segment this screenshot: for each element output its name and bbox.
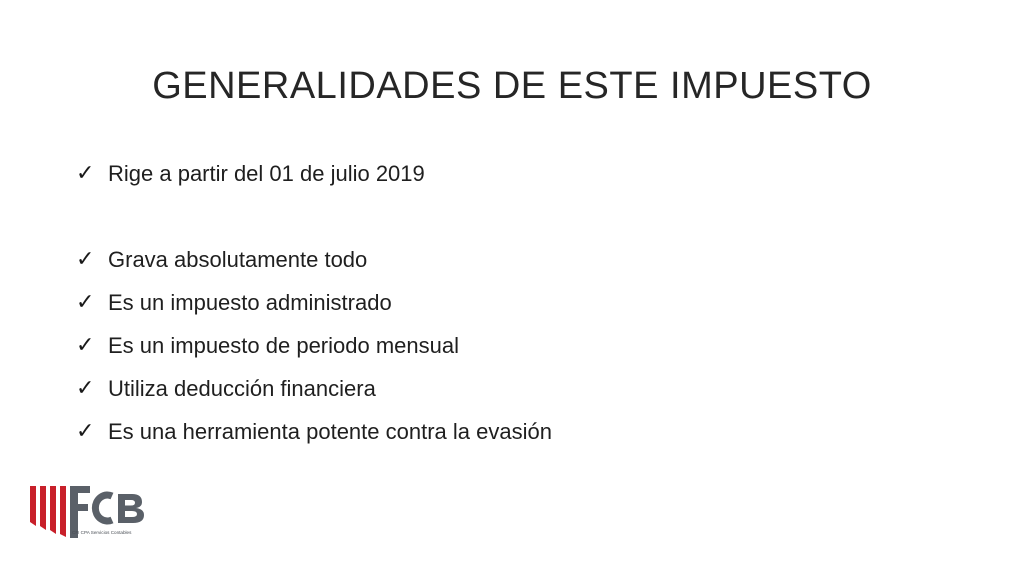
check-icon: ✓ — [76, 332, 95, 358]
check-icon: ✓ — [76, 375, 95, 401]
logo-letter-c — [95, 495, 112, 521]
list-item — [76, 324, 956, 367]
check-icon: ✓ — [76, 246, 95, 272]
list-item — [76, 238, 956, 281]
logo-letter-b — [118, 494, 144, 523]
bullet-text: Rige a partir del 01 de julio 2019 — [108, 160, 425, 186]
bullet-text: Es una herramienta potente contra la evasión — [108, 418, 552, 444]
list-item — [76, 410, 956, 453]
logo-red-bar — [50, 486, 56, 534]
check-icon: ✓ — [76, 160, 95, 186]
logo-tagline: CFI CPA Servicios Contables — [72, 530, 132, 535]
slide-title: GENERALIDADES DE ESTE IMPUESTO — [152, 65, 872, 107]
bullet-text: Es un impuesto administrado — [108, 289, 392, 315]
check-icon: ✓ — [76, 418, 95, 444]
bullet-text: Grava absolutamente todo — [108, 246, 368, 272]
list-item — [76, 367, 956, 410]
list-item — [76, 152, 956, 195]
check-icon: ✓ — [76, 289, 95, 315]
logo-red-bar — [40, 486, 46, 530]
bullet-list — [76, 152, 956, 453]
bullet-text: Utiliza deducción financiera — [108, 375, 376, 401]
bullet-text: Es un impuesto de periodo mensual — [108, 332, 459, 358]
logo-red-bar — [30, 486, 36, 526]
logo-red-bar — [60, 486, 66, 537]
company-logo — [28, 482, 158, 542]
list-item — [76, 281, 956, 324]
